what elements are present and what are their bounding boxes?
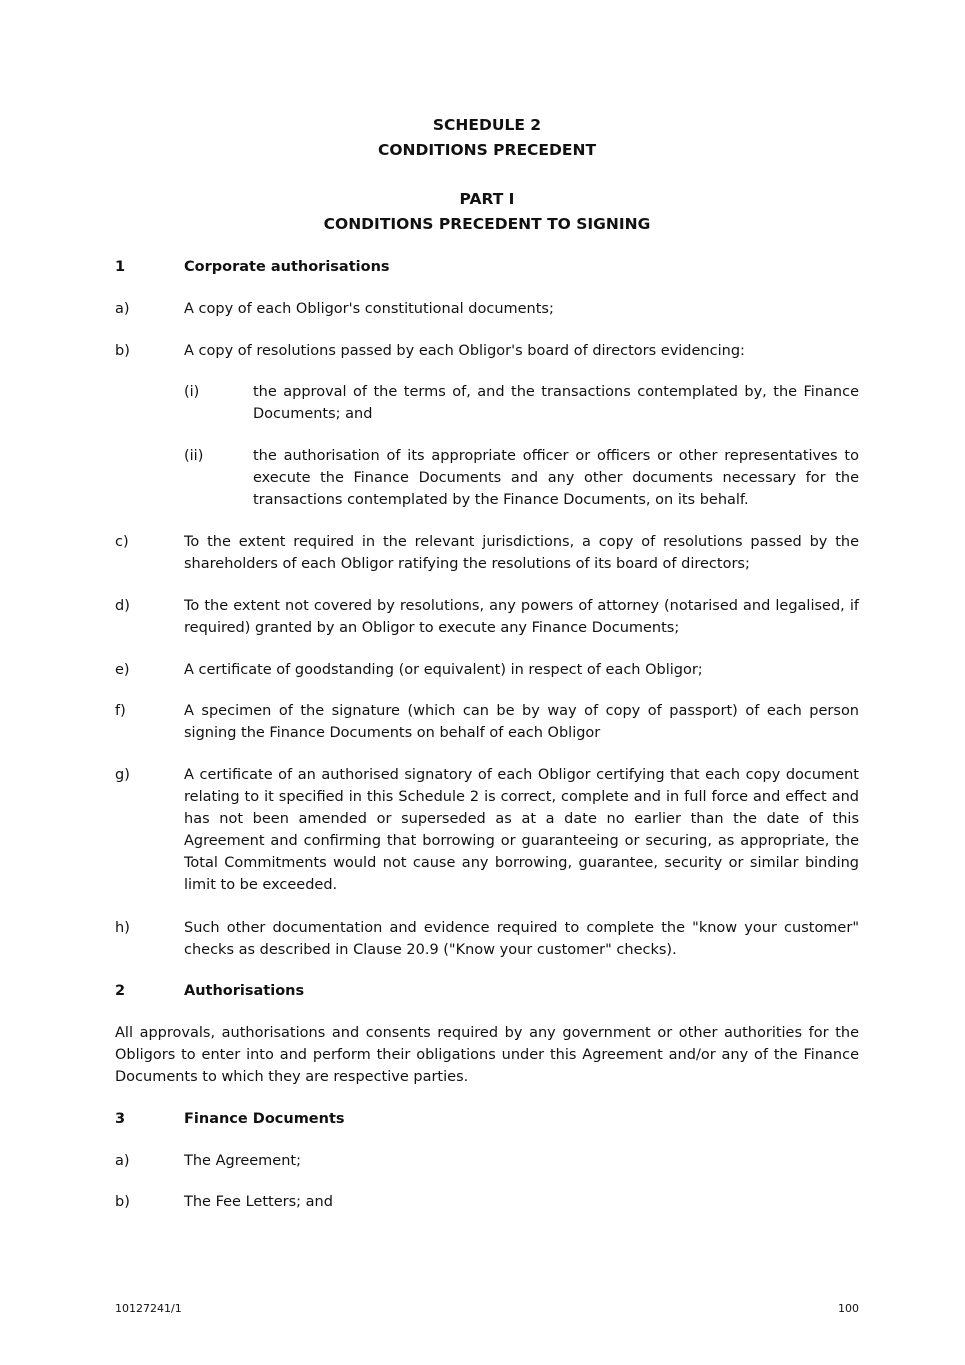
item-text: A specimen of the signature (which can be by way of copy of passport) of each person signing the Finance Documents on behalf of each Obligor: [184, 703, 859, 741]
section-title: Authorisations: [184, 983, 305, 999]
sub-item-label: (ii): [184, 448, 204, 464]
part-number: PART I: [459, 190, 515, 208]
item-text: To the extent not covered by resolutions, any powers of attorney (notarised and legalised, if required) granted by an Obligor to execute any Finance Documents;: [184, 598, 859, 636]
list-item: [115, 1191, 859, 1213]
document-reference: 10127241/1: [115, 1302, 182, 1315]
item-text: A copy of resolutions passed by each Obligor's board of directors evidencing:: [184, 343, 745, 359]
schedule-title: CONDITIONS PRECEDENT: [377, 141, 597, 159]
sub-item-text: the approval of the terms of, and the transactions contemplated by, the Finance Documents; and: [253, 384, 859, 422]
list-item: [115, 595, 859, 639]
section-number: 1: [115, 259, 126, 275]
section-number: 2: [115, 983, 126, 999]
item-text: A copy of each Obligor's constitutional documents;: [184, 301, 554, 317]
item-label: d): [115, 598, 130, 614]
item-text: The Agreement;: [184, 1153, 301, 1169]
list-item: [115, 700, 859, 744]
item-label: e): [115, 662, 130, 678]
part-header: [115, 187, 859, 237]
list-item: [115, 531, 859, 575]
schedule-header: [115, 113, 859, 163]
list-item: [115, 298, 859, 320]
part-title: CONDITIONS PRECEDENT TO SIGNING: [323, 215, 651, 233]
item-label: c): [115, 534, 129, 550]
list-item: [115, 917, 859, 961]
item-label: b): [115, 1194, 130, 1210]
section-title: Finance Documents: [184, 1111, 345, 1127]
sub-item-text: the authorisation of its appropriate officer or officers or other representatives to execute the Finance Documents and any other documents necessary for the transactions contemplated by the Finance Documents, on its behalf.: [253, 448, 859, 508]
schedule-number: SCHEDULE 2: [432, 116, 542, 134]
section-paragraph: All approvals, authorisations and consents required by any government or other authorities for the Obligors to enter into and perform their obligations under this Agreement and/or any of the Finance Documents to which they are respective parties.: [115, 1025, 859, 1085]
section-title: Corporate authorisations: [184, 259, 390, 275]
item-label: a): [115, 1153, 130, 1169]
item-label: b): [115, 343, 130, 359]
section-number: 3: [115, 1111, 126, 1127]
item-text: To the extent required in the relevant jurisdictions, a copy of resolutions passed by the shareholders of each Obligor ratifying the resolutions of its board of directors;: [184, 534, 859, 572]
item-text: The Fee Letters; and: [184, 1194, 333, 1210]
list-item: [115, 764, 859, 896]
list-item: [115, 1150, 859, 1172]
item-label: f): [115, 703, 126, 719]
item-label: g): [115, 767, 130, 783]
list-item: [115, 659, 859, 681]
sub-list-item: [184, 445, 859, 511]
sub-list-item: [184, 381, 859, 425]
sub-item-label: (i): [184, 384, 200, 400]
item-label: a): [115, 301, 130, 317]
item-text: A certificate of goodstanding (or equivalent) in respect of each Obligor;: [184, 662, 703, 678]
item-label: h): [115, 920, 130, 936]
item-text: Such other documentation and evidence required to complete the "know your customer" checks as described in Clause 20.9 ("Know your customer" checks).: [184, 920, 859, 958]
item-text: A certificate of an authorised signatory of each Obligor certifying that each copy document relating to it specified in this Schedule 2 is correct, complete and in full force and effect and has not been amended or superseded as at a date no earlier than the date of this Agreement and confirming that borrowing or guaranteeing or securing, as appropriate, the Total Commitments would not cause any borrowing, guarantee, security or similar binding limit to be exceeded.: [184, 767, 859, 893]
page-number: 100: [838, 1302, 859, 1315]
list-item: [115, 340, 859, 362]
